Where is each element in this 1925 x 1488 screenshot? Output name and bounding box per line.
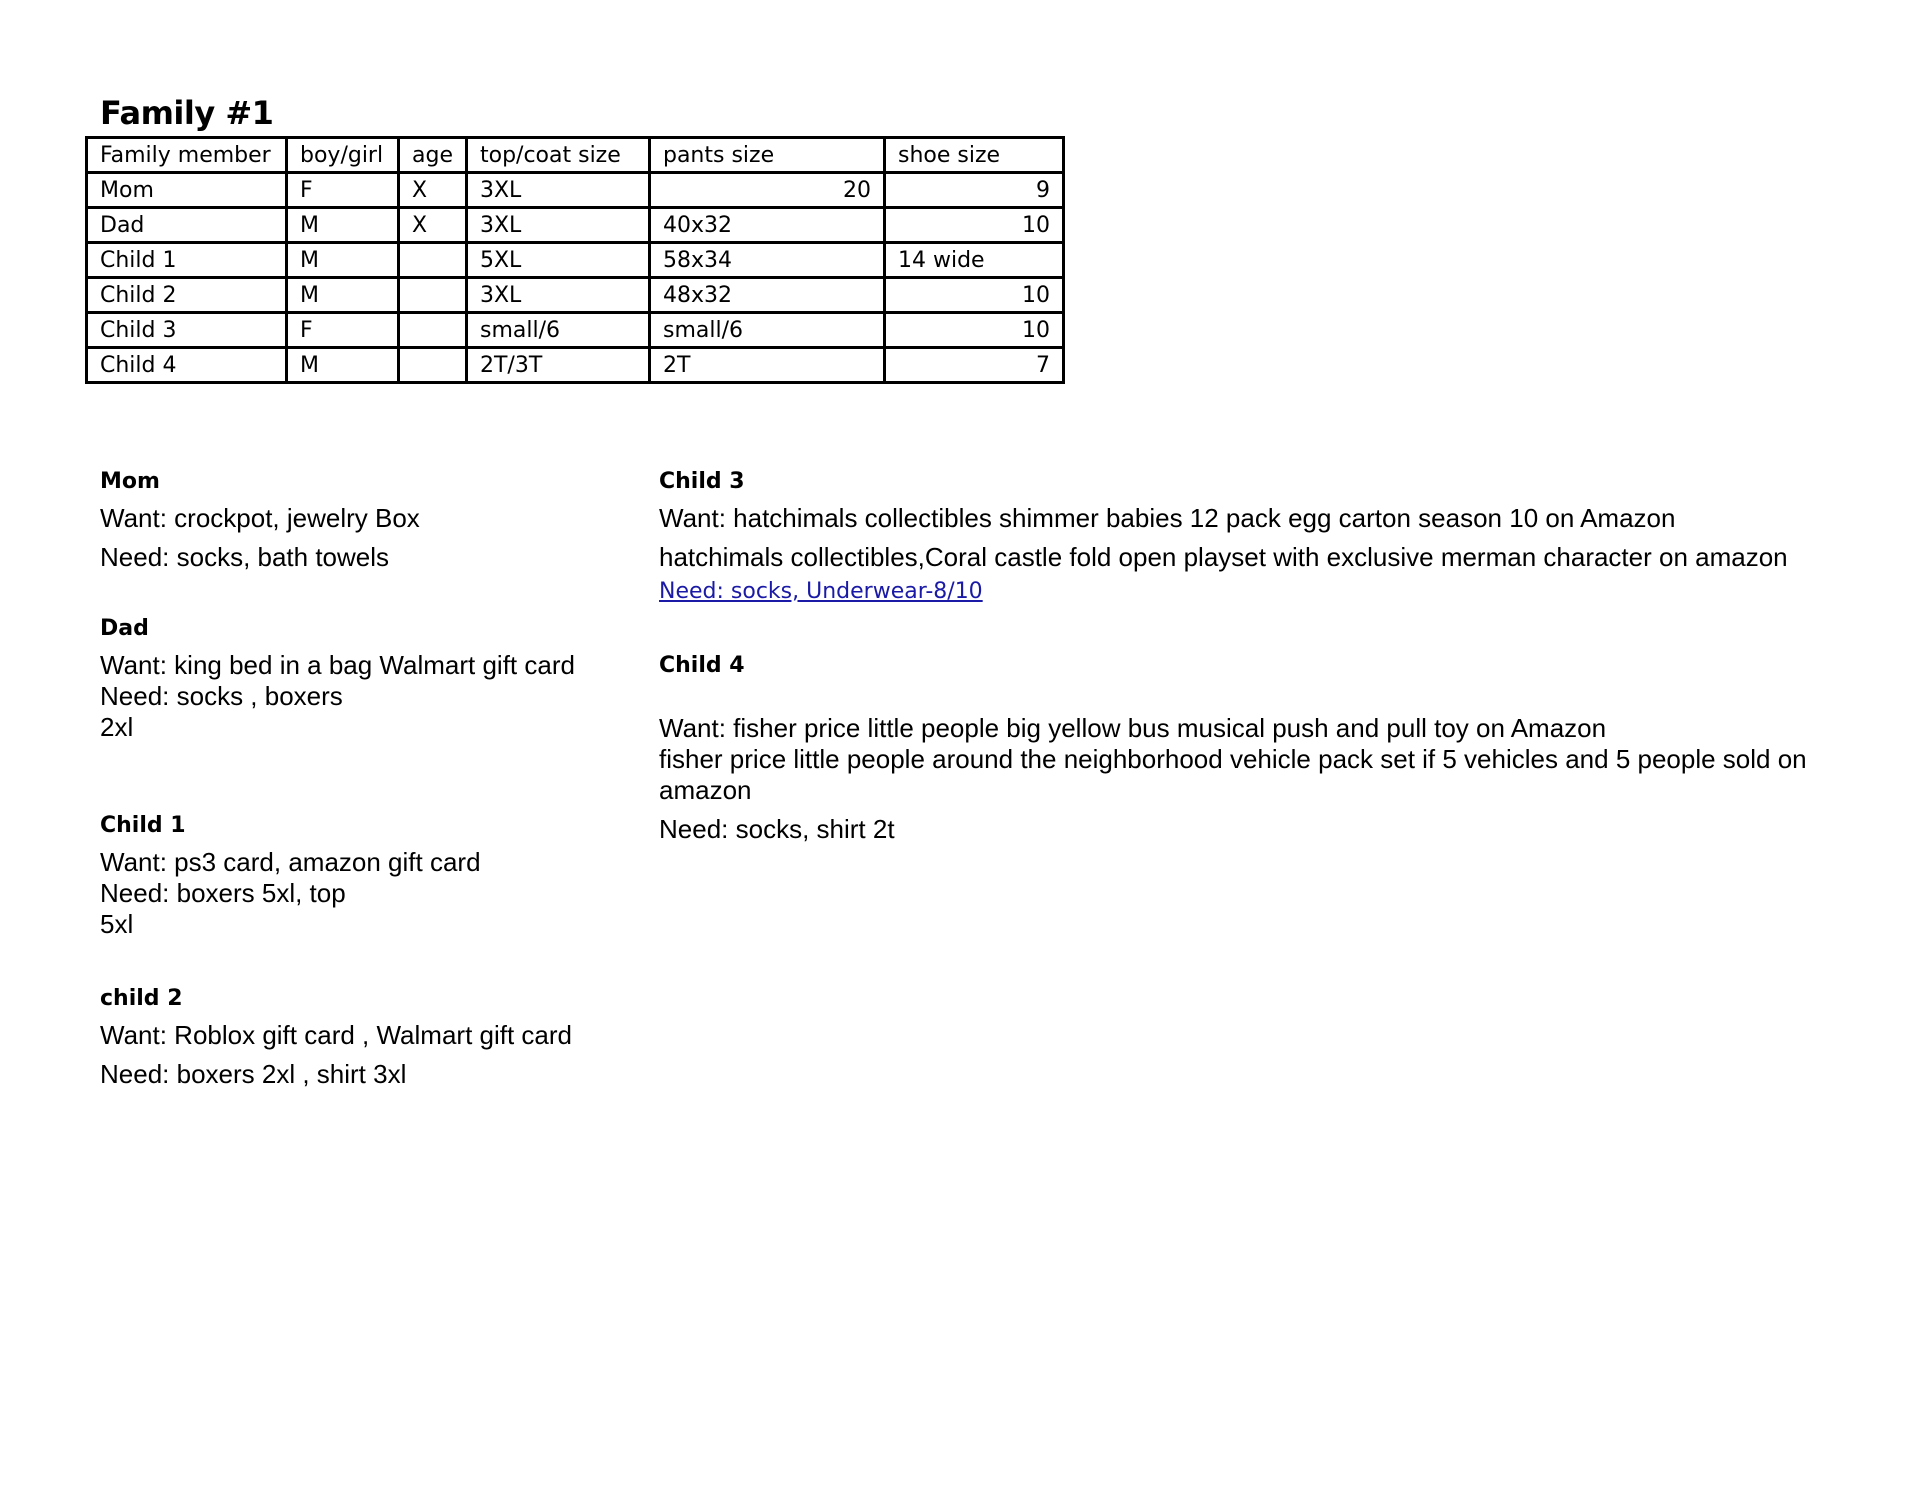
size-note: 2xl [100,712,134,742]
wishlist-child-3 [659,467,1899,607]
cell-pants: small/6 [649,313,884,348]
cell-pants: 58x34 [649,243,884,278]
cell-gender: M [287,278,399,313]
cell-gender: F [287,173,399,208]
table-row [87,173,1064,208]
wishlist-heading: Child 1 [100,813,186,838]
want-text-3: amazon [659,775,752,805]
cell-shoe: 9 [884,173,1063,208]
col-header-age: age [399,138,467,173]
cell-top: 3XL [466,208,649,243]
table-row [87,243,1064,278]
cell-member: Dad [87,208,287,243]
cell-top: 3XL [466,173,649,208]
want-text: Want: hatchimals collectibles shimmer babies 12 pack egg carton season 10 on Amazon [659,503,1676,533]
need-link[interactable]: Need: socks, Underwear-8/10 [659,579,983,604]
cell-top: 5XL [466,243,649,278]
want-text: Want: Roblox gift card , Walmart gift card [100,1020,572,1050]
table-row [87,278,1064,313]
cell-pants: 40x32 [649,208,884,243]
wishlist-heading: Child 3 [659,469,745,494]
cell-shoe: 14 wide [884,243,1063,278]
cell-member: Child 1 [87,243,287,278]
wishlist-heading: Mom [100,469,160,494]
want-text-2: fisher price little people around the neighborhood vehicle pack set if 5 vehicles and 5 people sold on [659,744,1807,774]
table-header-row [87,138,1064,173]
table-row [87,208,1064,243]
wishlist-heading: Child 4 [659,653,745,678]
want-text: Want: crockpot, jewelry Box [100,503,420,533]
cell-age [399,243,467,278]
cell-pants: 48x32 [649,278,884,313]
table-row [87,348,1064,383]
wishlist-heading: child 2 [100,986,183,1011]
cell-gender: F [287,313,399,348]
table-row [87,313,1064,348]
col-header-family-member: Family member [87,138,287,173]
want-text: Want: fisher price little people big yellow bus musical push and pull toy on Amazon [659,713,1607,743]
need-text: Need: socks, shirt 2t [659,814,895,844]
want-text: Want: ps3 card, amazon gift card [100,847,481,877]
cell-top: 3XL [466,278,649,313]
wishlist-child-4 [659,651,1899,845]
want-text-2: hatchimals collectibles,Coral castle fold open playset with exclusive merman character on amazon [659,542,1788,572]
cell-member: Child 3 [87,313,287,348]
cell-age [399,278,467,313]
cell-age [399,313,467,348]
need-text: Need: socks , boxers [100,681,343,711]
cell-pants: 20 [649,173,884,208]
need-text: Need: socks, bath towels [100,542,390,572]
cell-shoe: 10 [884,208,1063,243]
cell-member: Child 4 [87,348,287,383]
cell-shoe: 10 [884,313,1063,348]
cell-gender: M [287,208,399,243]
cell-gender: M [287,243,399,278]
need-text: Need: boxers 2xl , shirt 3xl [100,1059,407,1089]
cell-gender: M [287,348,399,383]
cell-age: X [399,208,467,243]
wishlist-dad [100,614,640,743]
wishlist-child-1 [100,811,640,940]
wishlist-child-2 [100,984,640,1090]
cell-shoe: 7 [884,348,1063,383]
col-header-pants-size: pants size [649,138,884,173]
wishlist-mom [100,467,640,573]
col-header-shoe-size: shoe size [884,138,1063,173]
need-text: Need: boxers 5xl, top [100,878,346,908]
size-note: 5xl [100,909,134,939]
cell-age: X [399,173,467,208]
want-text: Want: king bed in a bag Walmart gift card [100,650,575,680]
cell-age [399,348,467,383]
page-title: Family #1 [100,94,274,132]
cell-member: Child 2 [87,278,287,313]
cell-top: 2T/3T [466,348,649,383]
wishlist-heading: Dad [100,616,149,641]
col-header-boy-girl: boy/girl [287,138,399,173]
col-header-top-coat-size: top/coat size [466,138,649,173]
cell-shoe: 10 [884,278,1063,313]
cell-pants: 2T [649,348,884,383]
cell-member: Mom [87,173,287,208]
family-size-table [85,136,1065,384]
cell-top: small/6 [466,313,649,348]
